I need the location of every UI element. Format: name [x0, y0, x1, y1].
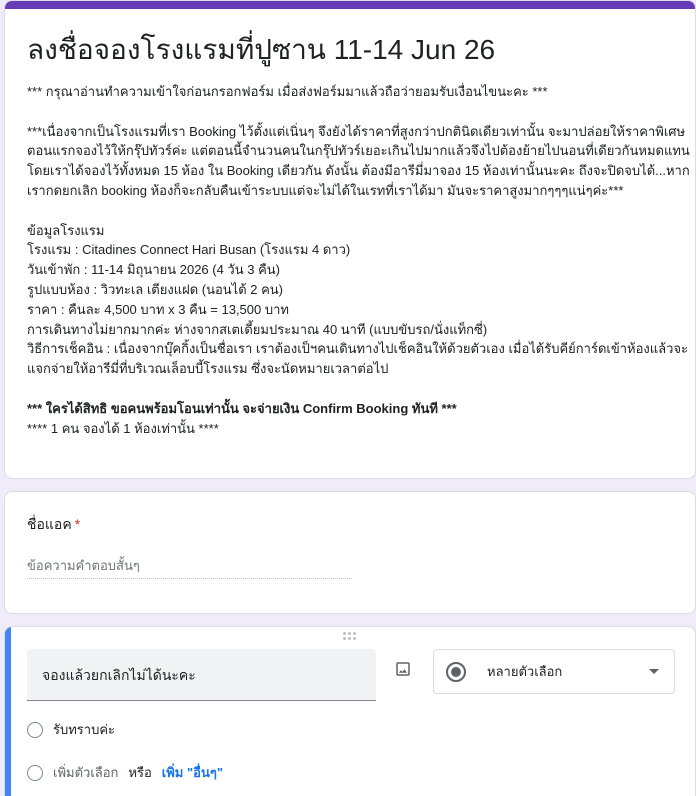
description-line: การเดินทางไม่ยากมากค่ะ ห่างจากสเตเดี้ยมประมาณ 40 นาที (แบบขับรถ/นั่งแท็กซี่) — [27, 321, 488, 337]
description-line: **** 1 คน จองได้ 1 ห้องเท่านั้น **** — [27, 420, 219, 436]
radio-circle-icon — [27, 722, 43, 738]
required-asterisk: * — [74, 516, 81, 532]
description-line: ข้อมูลโรงแรม — [27, 222, 105, 238]
question-title-input[interactable]: จองแล้วยกเลิกไม่ได้นะคะ — [27, 649, 376, 701]
dropdown-caret-icon — [649, 669, 659, 674]
description-line: วันเข้าพัก : 11-14 มิถุนายน 2026 (4 วัน 3 คืน) — [27, 262, 280, 278]
option-row[interactable] — [27, 719, 115, 740]
description-line: ***เนื่องจากเป็นโรงแรมที่เรา Booking ไว้ตั้งแต่เนิ่นๆ จึงยังได้ราคาที่สูงกว่าปกตินิดเดียวเท่านั้น จะมาปล่อยให้ราคาพิเศษ — [27, 123, 686, 139]
add-option-button[interactable]: เพิ่มตัวเลือก — [53, 765, 119, 780]
description-line: โดยเราได้จองไว้ทั้งหมด 15 ห้อง ใน Booking เดียวกัน ดังนั้น ต้องมีอารีมี่มาจอง 15 ห้องเท่านั้นนะคะ ถึงจะปิดจบได้...หาก — [27, 163, 690, 179]
form-title[interactable]: ลงชื่อจองโรงแรมที่ปูซาน 11-14 Jun 26 — [27, 34, 496, 65]
short-answer-placeholder: ข้อความคำตอบสั้นๆ — [27, 546, 352, 579]
form-description[interactable] — [27, 82, 690, 438]
form-header-card — [4, 0, 696, 479]
image-icon — [394, 660, 412, 678]
add-option-row — [27, 762, 223, 783]
theme-color-bar — [5, 1, 695, 9]
add-image-button[interactable] — [391, 657, 415, 681]
or-text: หรือ — [128, 765, 152, 780]
description-line: รูปแบบห้อง : วิวทะเล เตียงแฝด (นอนได้ 2 คน) — [27, 281, 284, 297]
question-card-name[interactable] — [4, 491, 696, 614]
description-line: *** กรุณาอ่านทำความเข้าใจก่อนกรอกฟอร์ม เมื่อส่งฟอร์มมาแล้วถือว่ายอมรับเงื่อนไขนะคะ *** — [27, 84, 548, 99]
description-line: ตอนแรกจองไว้ให้กรุ๊ปทัวร์ค่ะ แต่ตอนนี้จำนวนคนในกรุ๊ปทัวร์เยอะเกินไปมากแล้วจึงไปต้องย้ายไปนอนที่เดียวกันหมดแทน — [27, 143, 690, 159]
description-line: แจกจ่ายให้อารีมี่ที่บริเวณเล็อบบี้โรงแรม ซึ่งจะนัดหมายเวลาต่อไป — [27, 361, 389, 377]
question-type-label: หลายตัวเลือก — [487, 664, 563, 679]
description-line: วิธีการเช็คอิน : เนื่องจากบุ๊คกิ้งเป็นชื่อเรา เราต้องเป็ฯคนเดินทางไปเช็คอินให้ด้วยตัวเอง เมื่อได้รับคีย์การ์ดเข้าห้องแล้วจะ — [27, 341, 688, 357]
drag-handle-icon[interactable] — [343, 632, 359, 642]
question-type-dropdown[interactable] — [433, 649, 675, 694]
option-label[interactable]: รับทราบค่ะ — [53, 722, 116, 737]
question-title: ชื่อแอค * — [27, 516, 81, 532]
radio-circle-icon — [27, 765, 43, 781]
active-card-accent — [5, 627, 11, 796]
description-line: *** ใครได้สิทธิ ขอคนพร้อมโอนเท่านั้น จะจ่ายเงิน Confirm Booking ทันที *** — [27, 400, 457, 416]
radio-button-icon — [446, 662, 466, 682]
description-line: โรงแรม : Citadines Connect Hari Busan (โรงแรม 4 ดาว) — [27, 242, 351, 258]
add-other-button[interactable]: เพิ่ม "อื่นๆ" — [161, 765, 223, 780]
description-line: เรากดยกเลิก booking ห้องก็จะกลับคืนเข้าระบบแต่จะไม่ได้ในเรทที่เราได้มา มันจะราคาสูงมากๆๆๆแน่ๆค่ะ*** — [27, 182, 624, 198]
question-card-editing[interactable] — [4, 626, 696, 796]
description-line: ราคา : คืนละ 4,500 บาท x 3 คืน = 13,500 บาท — [27, 301, 289, 317]
